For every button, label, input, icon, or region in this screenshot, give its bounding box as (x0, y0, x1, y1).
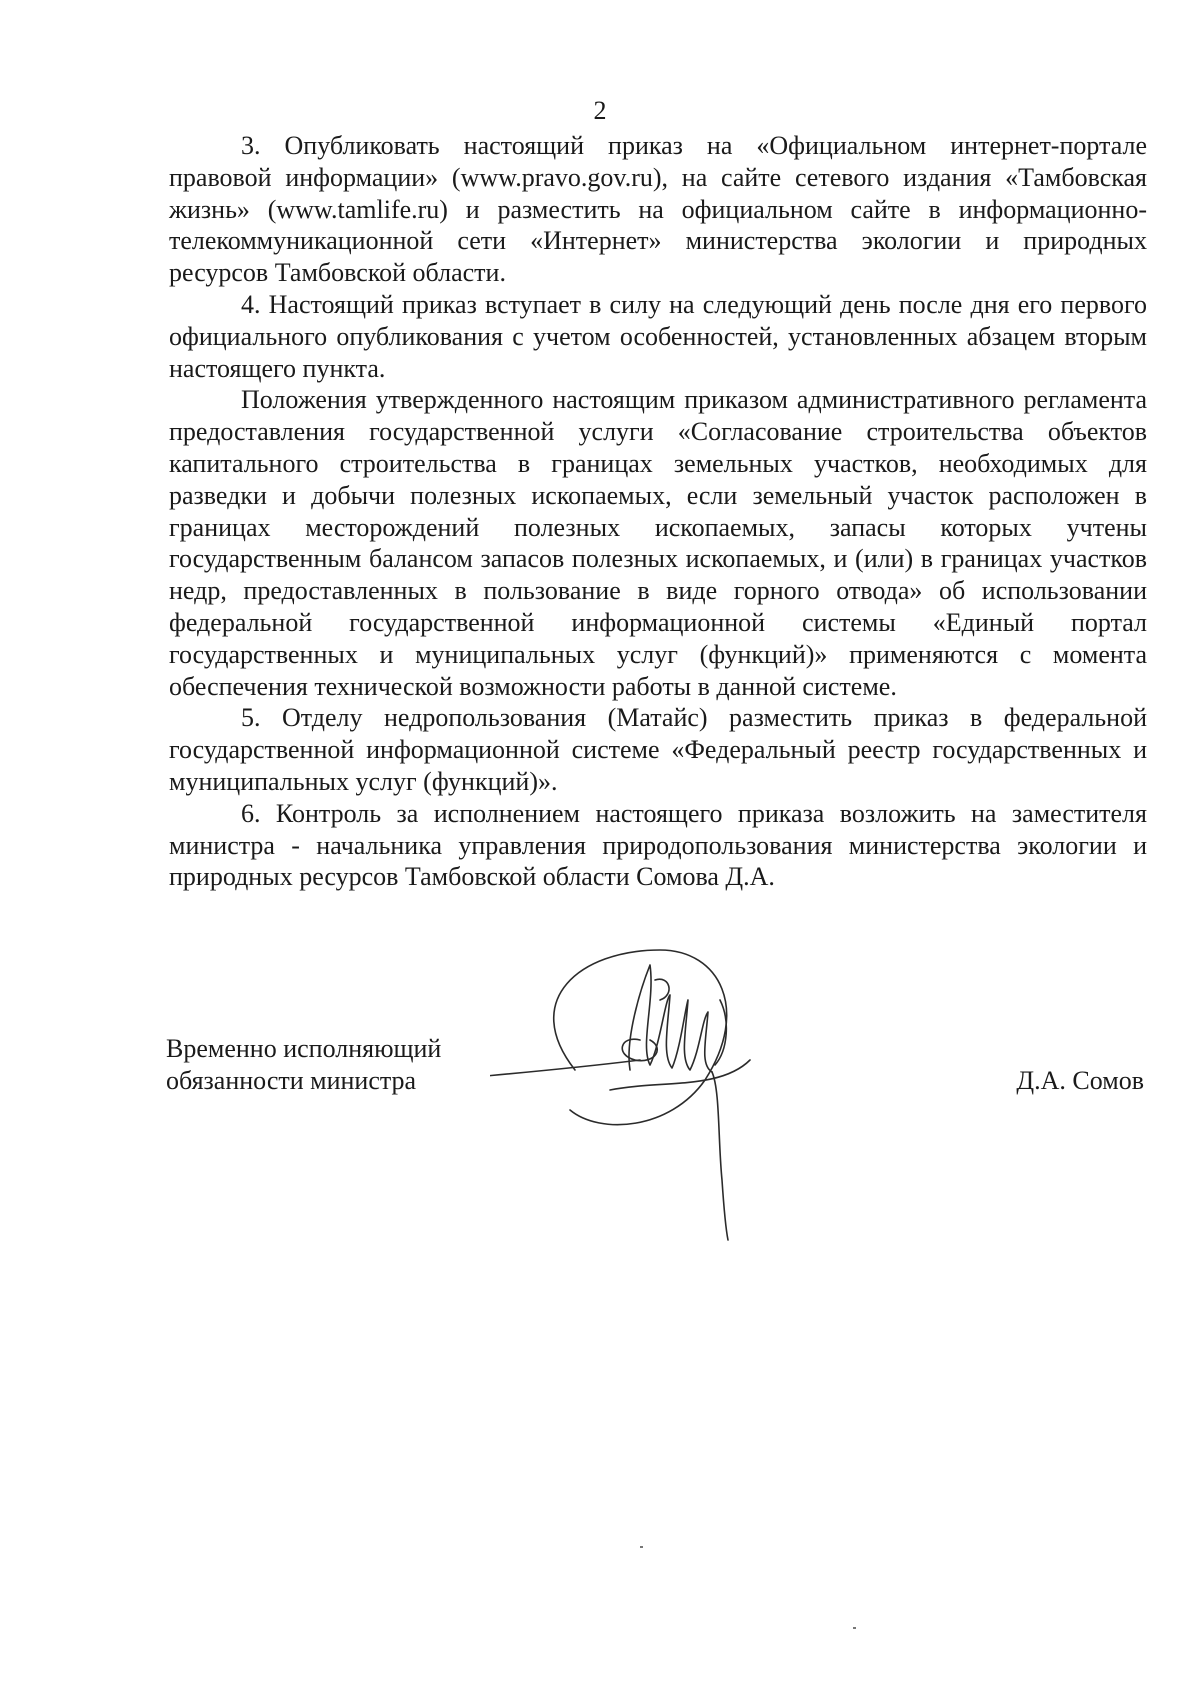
scan-speck (640, 1546, 643, 1548)
scan-speck (853, 1627, 856, 1629)
paragraph-item-5: 5. Отделу недропользования (Матайс) разместить приказ в федеральной государственной информационной системе «Федеральный реестр государственных и муниципальных услуг (функций)». (169, 703, 1147, 796)
paragraph-item-6: 6. Контроль за исполнением настоящего приказа возложить на заместителя министра - начальника управления природопользования министерства экологии и природных ресурсов Тамбовской области Сомова Д.А. (169, 798, 1147, 892)
paragraph-item-3: 3. Опубликовать настоящий приказ на «Официальном интернет-портале правовой информации» (www.pravo.gov.ru), на сайте сетевого издания «Тамбовская жизнь» (www.tamlife.ru) и разместить на официальном сайте в информационно-телекоммуникационной сети «Интернет» министерства экологии и природных ресурсов Тамбовской области. (169, 131, 1147, 288)
signatory-position (166, 1033, 441, 1097)
paragraph-item-4: 4. Настоящий приказ вступает в силу на следующий день после дня его первого официального опубликования с учетом особенностей, установленных абзацем вторым настоящего пункта. (169, 289, 1147, 383)
signatory-name: Д.А. Сомов (1016, 1066, 1144, 1095)
document-body (169, 130, 1147, 893)
handwritten-signature (490, 940, 820, 1250)
paragraph-item-4-second-part: Положения утвержденного настоящим приказом административного регламента предоставления государственной услуги «Согласование строительства объектов капитального строительства в границах земельных участков, необходимых для разведки и добычи полезных ископаемых, если земельный участок расположен в границах месторождений полезных ископаемых, запасы которых учтены государственным балансом запасов полезных ископаемых, и (или) в границах участков недр, предоставленных в пользование в виде горного отвода» об использовании федеральной государственной информационной системы «Единый портал государственных и муниципальных услуг (функций)» применяются с момента обеспечения технической возможности работы в данной системе. (169, 385, 1147, 701)
signatory-position-line-2: обязанности министра (166, 1066, 417, 1095)
signatory-position-line-1: Временно исполняющий (166, 1034, 442, 1063)
page-number: 2 (593, 96, 607, 125)
